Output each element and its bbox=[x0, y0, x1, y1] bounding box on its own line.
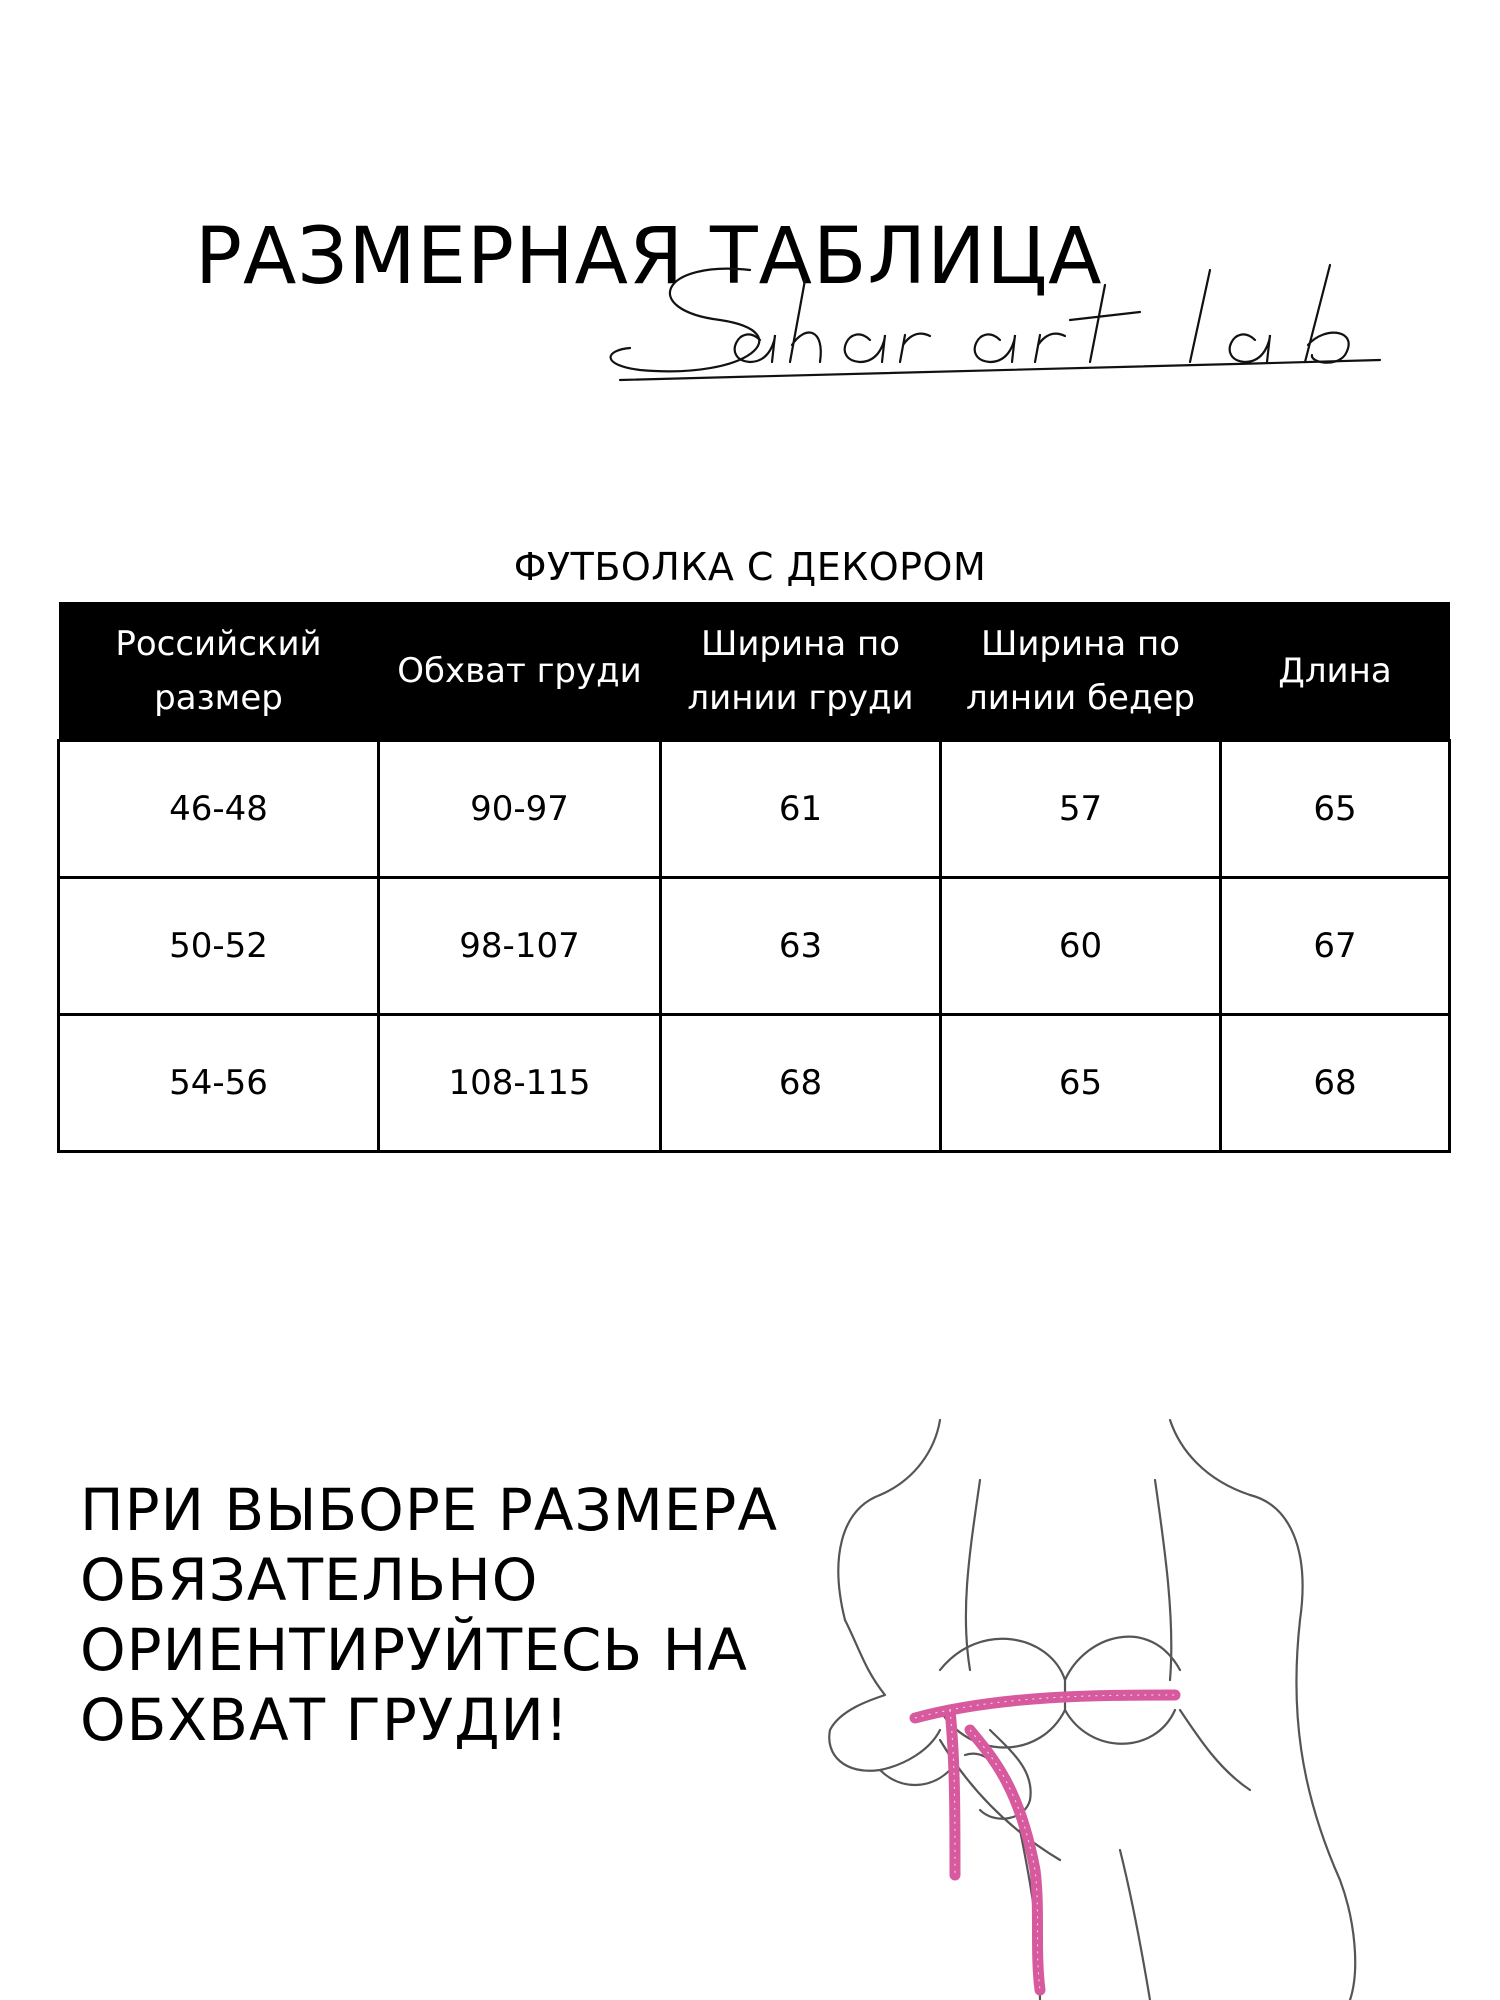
table-row bbox=[59, 1015, 1450, 1152]
note-line: ОБХВАТ ГРУДИ! bbox=[80, 1686, 570, 1754]
table-row bbox=[59, 741, 1450, 878]
brand-logo-script bbox=[600, 250, 1390, 390]
table-cell: 68 bbox=[661, 1015, 941, 1152]
col-header-chest-girth: Обхват груди bbox=[379, 602, 661, 741]
note-line: ОРИЕНТИРУЙТЕСЬ НА bbox=[80, 1616, 748, 1684]
table-cell: 60 bbox=[941, 878, 1221, 1015]
page-title: РАЗМЕРНАЯ ТАБЛИЦА bbox=[195, 212, 1103, 302]
table-cell: 68 bbox=[1221, 1015, 1450, 1152]
table-cell: 57 bbox=[941, 741, 1221, 878]
col-header-chest-width: Ширина по линии груди bbox=[661, 602, 941, 741]
note-line: ПРИ ВЫБОРЕ РАЗМЕРА bbox=[80, 1476, 779, 1544]
table-cell: 54-56 bbox=[59, 1015, 379, 1152]
col-header-russian-size: Российский размер bbox=[59, 602, 379, 741]
note-line: ОБЯЗАТЕЛЬНО bbox=[80, 1546, 539, 1614]
product-name: ФУТБОЛКА С ДЕКОРОМ bbox=[513, 545, 987, 589]
table-cell: 90-97 bbox=[379, 741, 661, 878]
table-cell: 50-52 bbox=[59, 878, 379, 1015]
table-cell: 46-48 bbox=[59, 741, 379, 878]
measuring-tape-bust-illustration bbox=[820, 1410, 1360, 2000]
table-row bbox=[59, 878, 1450, 1015]
size-advice-note bbox=[80, 1475, 778, 1755]
table-cell: 108-115 bbox=[379, 1015, 661, 1152]
table-cell: 63 bbox=[661, 878, 941, 1015]
table-cell: 65 bbox=[1221, 741, 1450, 878]
table-cell: 65 bbox=[941, 1015, 1221, 1152]
table-cell: 67 bbox=[1221, 878, 1450, 1015]
size-table bbox=[57, 602, 1451, 1153]
col-header-hip-width: Ширина по линии бедер bbox=[941, 602, 1221, 741]
table-cell: 98-107 bbox=[379, 878, 661, 1015]
col-header-length: Длина bbox=[1221, 602, 1450, 741]
table-header-row bbox=[59, 602, 1450, 741]
table-cell: 61 bbox=[661, 741, 941, 878]
